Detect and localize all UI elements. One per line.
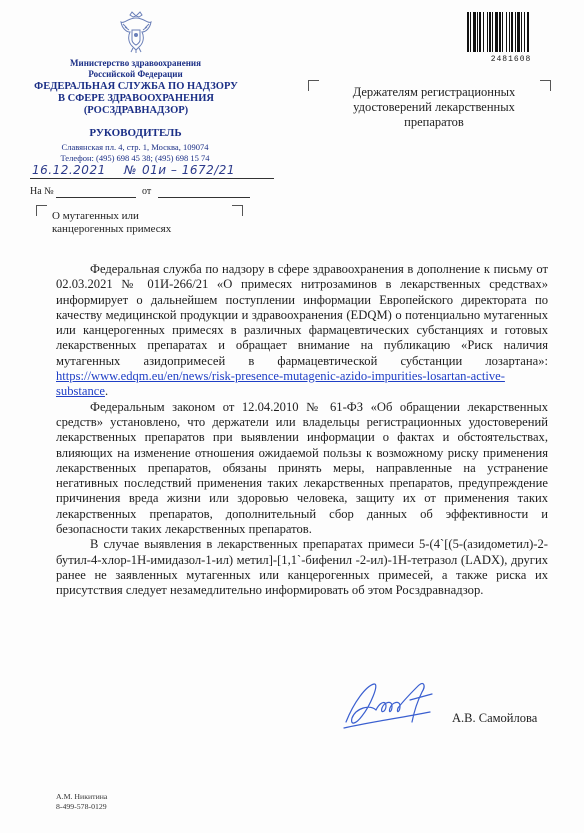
head-title: РУКОВОДИТЕЛЬ: [89, 127, 182, 139]
subject-bracket-left: [36, 205, 47, 216]
reference-date-line: [158, 197, 250, 198]
coat-of-arms-icon: [118, 10, 154, 54]
addressee-line: препаратов: [404, 115, 464, 129]
addressee-line: удостоверений лекарственных: [353, 100, 515, 114]
paragraph-3: В случае выявления в лекарственных препаратах примеси 5-(4`[(5-(азидометил)-2-бутил-4-хлор-1Н-имидазол-1-ил) метил]-[1,1`-бифенил -2-ил)-1Н-тетразол (LADX), других ранее не заявленных мутагенных или канцерогенных примесей, а также риска их присутствия следует незамедлительно информировать об этом Росздравнадзор.: [56, 537, 548, 598]
executor-info: [56, 792, 107, 811]
ministry-line: Министерство здравоохранения: [70, 58, 201, 68]
phone-line: Телефон: (495) 698 45 38; (495) 698 15 74: [60, 152, 210, 163]
subject-line: О мутагенных или: [52, 210, 139, 222]
executor-name: А.М. Никитина: [56, 792, 108, 801]
reference-from-label: от: [142, 186, 152, 197]
executor-phone: 8-499-578-0129: [56, 801, 107, 811]
agency-name: [30, 81, 242, 117]
subject-bracket-right: [232, 205, 243, 216]
paragraph-1-text: Федеральная служба по надзору в сфере здравоохранения в дополнение к письму от 02.03.2021 № 01И-266/21 «О примесях нитрозаминов в лекарственных средствах» информирует о дальнейшем поступлении информации Европейского директората по качеству медицинской продукции и здравоохранения (EDQM) о потенциально мутагенных или канцерогенных примесях в различных фармацевтических субстанциях и готовых лекарственных препаратах и обращает внимание на публикацию «Риск наличия мутагенных азидопримесей в фармацевтической субстанции лозартана»:: [56, 262, 548, 368]
registration-date: 16.12.2021: [32, 163, 106, 177]
reference-label: На №: [30, 186, 54, 197]
agency-line: (РОСЗДРАВНАДЗОР): [83, 105, 189, 116]
barcode: [466, 12, 556, 56]
addressee-bracket-left: [308, 80, 319, 91]
subject-line: канцерогенных примесях: [52, 223, 172, 235]
letter-subject: [52, 210, 222, 236]
agency-address: [55, 142, 215, 163]
edqm-link[interactable]: https://www.edqm.eu/en/news/risk-presence-mutagenic-azido-impurities-losartan-active-substance: [56, 369, 505, 399]
signatory-name: А.В. Самойлова: [452, 711, 538, 725]
ministry-line: Российской Федерации: [88, 69, 183, 79]
ministry-name: [58, 58, 213, 80]
agency-line: ФЕДЕРАЛЬНАЯ СЛУЖБА ПО НАДЗОРУ: [34, 81, 238, 92]
reference-number-line: [56, 197, 136, 198]
barcode-number: 2481608: [490, 55, 532, 64]
letter-body: [56, 262, 548, 599]
registration-line: [30, 178, 274, 179]
address-line: Славянская пл. 4, стр. 1, Москва, 109074: [61, 142, 209, 152]
handwritten-signature: [340, 672, 450, 734]
paragraph-2: Федеральным законом от 12.04.2010 № 61-ФЗ «Об обращении лекарственных средств» установлено, что держатели или владельцы регистрационных удостоверений лекарственных препаратов при выявлении информации о фактах и обстоятельствах, влияющих на изменение отношения ожидаемой пользы к возможному риску применения лекарственных препаратов, обязаны принять меры, направленные на устранение негативных последствий применения таких лекарственных препаратов, предупреждение причинения вреда жизни или здоровью человека, защиту их от применения таких лекарственных препаратов, дополнительный сбор данных об эффективности и безопасности таких лекарственных препаратов.: [56, 399, 548, 537]
paragraph-1: [56, 262, 548, 400]
addressee: [320, 85, 548, 130]
registration-number: 01и – 1672/21: [142, 163, 236, 177]
paragraph-1-end: .: [104, 384, 109, 399]
agency-line: В СФЕРЕ ЗДРАВООХРАНЕНИЯ: [58, 93, 214, 104]
addressee-line: Держателям регистрационных: [352, 85, 516, 99]
registration-number-sign: №: [124, 163, 137, 177]
